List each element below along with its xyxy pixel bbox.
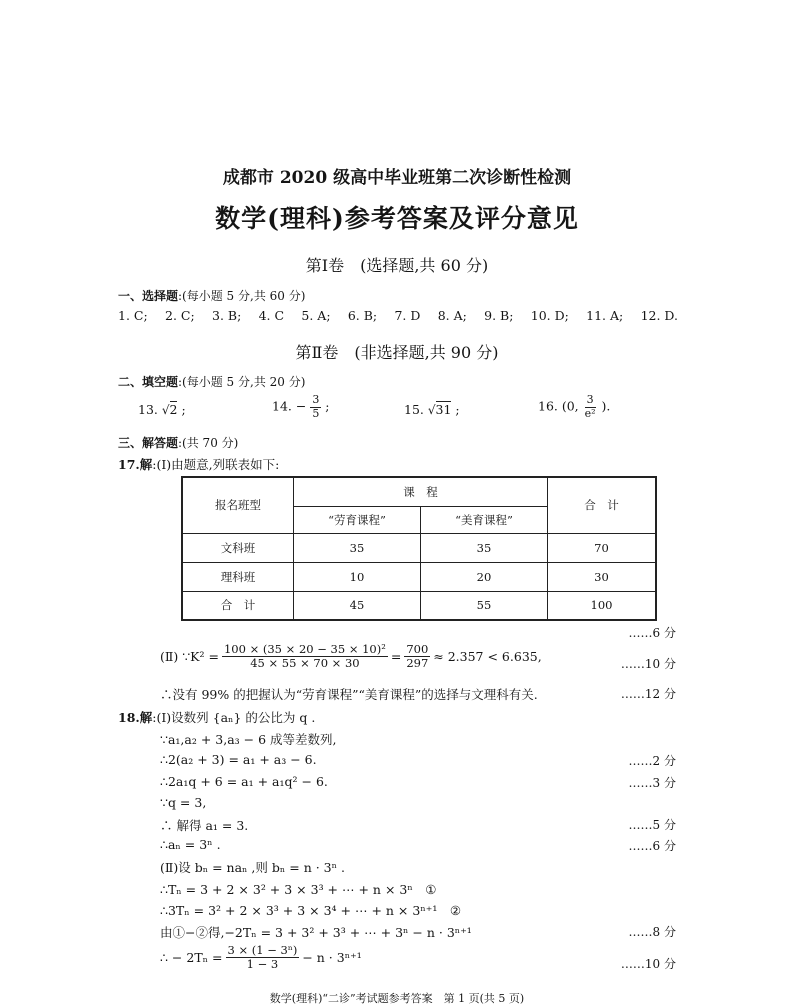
fraction-numerator: 3 xyxy=(586,393,594,406)
fill-num: 14. − xyxy=(272,398,307,414)
table-cell: 20 xyxy=(421,562,548,591)
choice-answer: 3. B; xyxy=(212,308,242,323)
fill-answer-16 xyxy=(538,394,610,420)
fill-num: 15. xyxy=(404,402,424,417)
q18-number: 18. xyxy=(118,710,140,725)
fill-answer-14 xyxy=(272,394,330,420)
fill-value: 2 xyxy=(169,402,178,417)
choice-section-heading xyxy=(118,287,305,304)
q18-step: ∴Tₙ = 3 + 2 × 3² + 3 × 3³ + ⋯ + n × 3ⁿ ① xyxy=(160,882,437,897)
choice-answer: 7. D xyxy=(394,308,421,323)
sqrt-icon: √ xyxy=(161,403,170,417)
fill-section-heading xyxy=(118,373,305,390)
table-row-label: 合 计 xyxy=(182,591,294,620)
q17-conclusion: ∴没有 99% 的把握认为“劳育课程”“美育课程”的选择与文理科有关. xyxy=(160,687,538,702)
score-mark: ……10 分 xyxy=(620,957,676,971)
part2-title: 第Ⅱ卷 (非选择题,共 90 分) xyxy=(295,343,499,362)
score-mark: ……3 分 xyxy=(628,776,676,790)
fraction-denominator: 45 × 55 × 70 × 30 xyxy=(250,656,360,671)
score-mark: ……6 分 xyxy=(628,839,676,853)
fill-value: 31 xyxy=(435,402,452,417)
subject-title: 数学(理科)参考答案及评分意见 xyxy=(215,204,579,233)
fraction-denominator: 5 xyxy=(312,406,320,420)
fill-answer-13 xyxy=(138,402,186,417)
table-row xyxy=(182,562,656,591)
fraction-denominator: e² xyxy=(584,406,596,420)
fraction xyxy=(583,394,598,420)
exam-title: 成都市 2020 级高中毕业班第二次诊断性检测 xyxy=(222,168,572,188)
part1-title: 第Ⅰ卷 (选择题,共 60 分) xyxy=(305,256,489,275)
page-footer: 数学(理科)“二诊”考试题参考答案 第 1 页(共 5 页) xyxy=(269,992,525,1005)
table-cell: 70 xyxy=(548,533,657,562)
fraction-numerator: 3 xyxy=(312,393,320,406)
k2-prefix: (Ⅱ) ∵K² = xyxy=(160,649,219,665)
fill-end: ; xyxy=(455,402,460,417)
choice-section-label: 一、选择题 xyxy=(118,289,179,303)
choice-answer: 12. D. xyxy=(640,308,678,323)
table-cell: 35 xyxy=(421,533,548,562)
choice-answer: 10. D; xyxy=(530,308,569,323)
fraction-numerator: 100 × (35 × 20 − 35 × 10)² xyxy=(223,642,386,656)
table-row-label: 理科班 xyxy=(182,562,294,591)
q18-intro-text: :(Ⅰ)设数列 {aₙ} 的公比为 q . xyxy=(152,710,316,725)
table-header-class-type: 报名班型 xyxy=(182,477,294,533)
fraction-numerator: 3 × (1 − 3ⁿ) xyxy=(227,943,298,957)
fill-num: 13. xyxy=(138,402,158,417)
solve-section-heading xyxy=(118,434,238,451)
table-cell: 30 xyxy=(548,562,657,591)
choice-answer: 8. A; xyxy=(437,308,467,323)
fill-end: ; xyxy=(325,398,330,414)
q17-chi-square xyxy=(160,643,542,670)
table-cell: 35 xyxy=(294,533,421,562)
choice-answer: 1. C; xyxy=(118,308,148,323)
solve-section-label: 三、解答题 xyxy=(118,436,179,450)
solve-section-note: :(共 70 分) xyxy=(178,436,239,450)
q18-step: ∴ 解得 a₁ = 3. xyxy=(160,818,249,833)
score-mark: ……12 分 xyxy=(620,687,676,701)
q18-solution-label: 解 xyxy=(139,710,153,725)
table-cell: 100 xyxy=(548,591,657,620)
score-mark: ……6 分 xyxy=(628,626,676,640)
k2-equals: = xyxy=(390,649,402,665)
q18-step: 由①−②得,−2Tₙ = 3 + 3² + 3³ + ⋯ + 3ⁿ − n · 3ⁿ⁺¹ xyxy=(160,925,472,940)
table-cell: 55 xyxy=(421,591,548,620)
fraction-denominator: 1 − 3 xyxy=(246,957,279,972)
q17-number: 17. xyxy=(118,457,140,472)
fraction xyxy=(226,944,300,971)
q18-intro xyxy=(118,708,315,726)
q17-solution-label: 解 xyxy=(139,457,153,472)
fraction-numerator: 700 xyxy=(406,642,429,656)
fraction xyxy=(404,643,430,670)
score-mark: ……5 分 xyxy=(628,818,676,832)
table-header-course: 课 程 xyxy=(294,477,548,506)
table-row-label: 文科班 xyxy=(182,533,294,562)
q17-intro xyxy=(118,455,279,473)
q18-step: (Ⅱ)设 bₙ = naₙ ,则 bₙ = n · 3ⁿ . xyxy=(160,860,345,875)
k2-result: ≈ 2.357 < 6.635, xyxy=(433,649,542,665)
fill-end: ). xyxy=(601,398,611,414)
contingency-table xyxy=(181,476,657,621)
score-mark: ……8 分 xyxy=(628,925,676,939)
q18-step: ∴aₙ = 3ⁿ . xyxy=(160,837,221,852)
choice-answer: 11. A; xyxy=(586,308,624,323)
q18-step: ∵a₁,a₂ + 3,a₃ − 6 成等差数列, xyxy=(160,732,337,747)
choice-answer: 2. C; xyxy=(165,308,195,323)
final-tail: − n · 3ⁿ⁺¹ xyxy=(302,950,362,966)
table-row xyxy=(182,533,656,562)
table-row xyxy=(182,591,656,620)
choice-answer: 4. C xyxy=(258,308,285,323)
q17-intro-text: :(Ⅰ)由题意,列联表如下: xyxy=(152,457,280,472)
choice-answer: 9. B; xyxy=(484,308,514,323)
q18-step: ∴3Tₙ = 3² + 2 × 3³ + 3 × 3⁴ + ⋯ + n × 3ⁿ⁺¹ ② xyxy=(160,903,462,918)
fraction xyxy=(222,643,388,670)
fraction xyxy=(310,394,321,420)
table-header-labor-course: “劳育课程” xyxy=(294,506,421,533)
table-cell: 45 xyxy=(294,591,421,620)
q18-step: ∴2(a₂ + 3) = a₁ + a₃ − 6. xyxy=(160,752,317,767)
choice-answer: 6. B; xyxy=(347,308,378,323)
score-mark: ……10 分 xyxy=(620,657,676,671)
fill-section-label: 二、填空题 xyxy=(118,375,179,389)
q18-step: ∴2a₁q + 6 = a₁ + a₁q² − 6. xyxy=(160,774,328,789)
choice-answer: 5. A; xyxy=(301,308,331,323)
fill-section-note: :(每小题 5 分,共 20 分) xyxy=(178,375,306,389)
choice-section-note: :(每小题 5 分,共 60 分) xyxy=(178,289,306,303)
q18-final-step xyxy=(160,944,362,971)
table-header-total: 合 计 xyxy=(548,477,657,533)
fill-num: 16. (0, xyxy=(538,398,579,414)
table-header-art-course: “美育课程” xyxy=(421,506,548,533)
q18-step: ∵q = 3, xyxy=(160,795,207,810)
score-mark: ……2 分 xyxy=(628,754,676,768)
fill-end: ; xyxy=(181,402,186,417)
choice-answers xyxy=(118,308,678,323)
fraction-denominator: 297 xyxy=(406,656,429,671)
final-prefix: ∴ − 2Tₙ = xyxy=(160,950,223,966)
sqrt-icon: √ xyxy=(427,403,436,417)
fill-answer-15 xyxy=(404,402,460,417)
table-cell: 10 xyxy=(294,562,421,591)
